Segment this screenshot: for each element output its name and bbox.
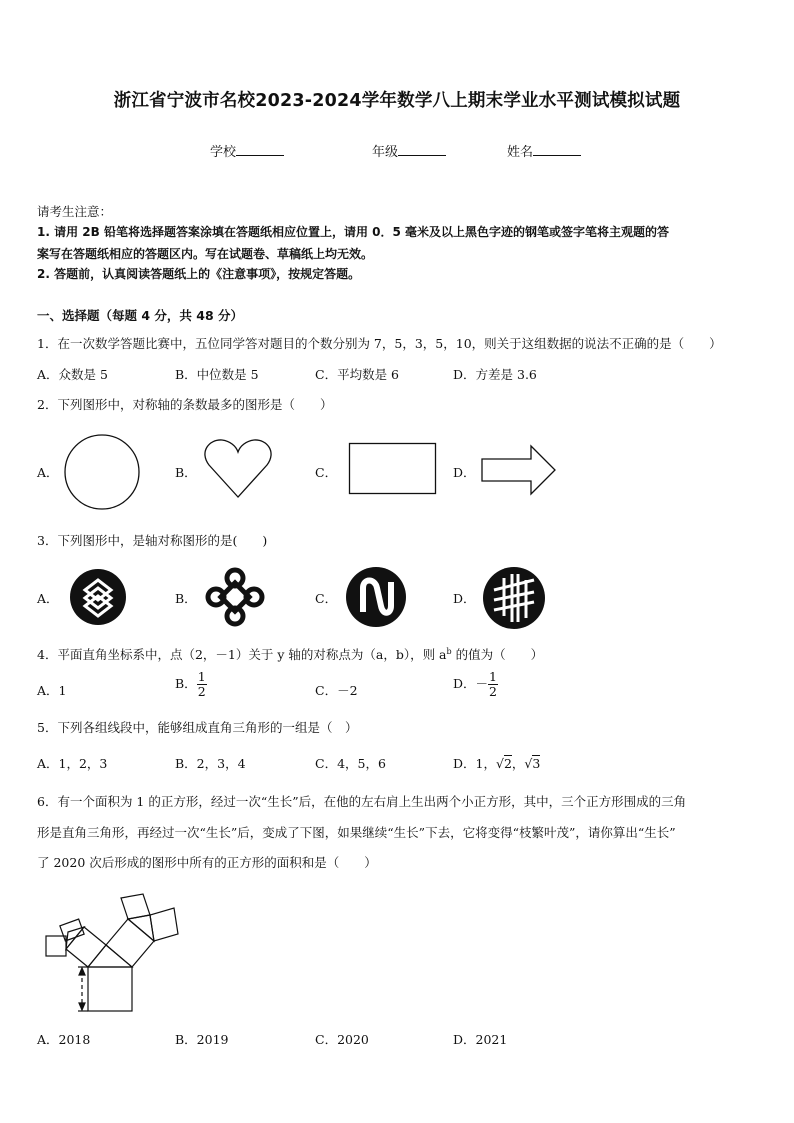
name-label: 姓名	[507, 145, 534, 160]
school-label: 学校	[210, 145, 237, 160]
q6-option-d[interactable]: D．2021	[453, 1032, 508, 1047]
q3-option-d[interactable]: D．	[453, 591, 476, 606]
question-3-text: 3．下列图形中，是轴对称图形的是( )	[37, 533, 268, 548]
notice-line-3: 2. 答题前，认真阅读答题纸上的《注意事项》，按规定答题。	[37, 267, 361, 281]
q1-option-a[interactable]: A．众数是 5	[37, 367, 108, 382]
school-field[interactable]	[210, 141, 284, 160]
radicand-2: 2	[503, 756, 512, 771]
radicand-3: 3	[532, 756, 541, 771]
arrow-shape	[480, 444, 560, 498]
q4-option-d[interactable]: D．－ $\frac{1}{2}$	[453, 669, 497, 699]
q3-option-b[interactable]: B．	[175, 591, 197, 606]
question-6-line-1: 6．有一个面积为 1 的正方形，经过一次“生长”后，在他的左右肩上生出两个小正方形，其中，三个正方形围成的三角	[37, 794, 687, 809]
page-title: 浙江省宁波市名校2023-2024学年数学八上期末学业水平测试模拟试题	[113, 91, 681, 111]
hash-logo-icon	[482, 566, 546, 630]
question-6-line-3: 了 2020 次后形成的图形中所有的正方形的面积和是（ ）	[37, 855, 377, 870]
grade-field[interactable]	[372, 141, 446, 160]
q5-option-c[interactable]: C．4，5，6	[315, 756, 386, 771]
question-6-line-2: 形是直角三角形，再经过一次“生长”后，变成了下图，如果继续“生长”下去，它将变得“枝繁叶茂”，请你算出“生长”	[37, 825, 676, 840]
q6-option-b[interactable]: B．2019	[175, 1032, 229, 1047]
name-blank[interactable]	[533, 144, 581, 156]
q4-option-a[interactable]: A．1	[37, 683, 67, 698]
q3-option-c[interactable]: C．	[315, 591, 338, 606]
q4-option-b[interactable]: B． $\frac{1}{2}$	[175, 669, 206, 699]
rectangle-shape	[348, 442, 440, 497]
q1-option-c[interactable]: C．平均数是 6	[315, 367, 399, 382]
q5-option-d[interactable]: D．1，√2，√3	[453, 756, 541, 771]
circle-shape	[63, 433, 143, 513]
q4-option-c[interactable]: C．－2	[315, 683, 358, 698]
q1-option-b[interactable]: B．中位数是 5	[175, 367, 259, 382]
section-heading: 一、选择题（每题 4 分，共 48 分）	[37, 308, 244, 323]
notice-line-2: 案写在答题纸相应的答题区内。写在试题卷、草稿纸上均无效。	[37, 247, 374, 261]
pythagoras-tree-figure	[40, 882, 180, 1017]
q5-option-a[interactable]: A．1，2，3	[37, 756, 108, 771]
sqrt-symbol: √	[495, 756, 504, 771]
notice-line-1: 1. 请用 2B 铅笔将选择题答案涂填在答题纸相应位置上，请用 0．5 毫米及以上黑色字迹的钢笔或签字笔将主观题的答	[37, 225, 669, 239]
name-field[interactable]	[507, 141, 581, 160]
q5-option-b[interactable]: B．2，3，4	[175, 756, 246, 771]
q2-option-b[interactable]: B．	[175, 465, 197, 480]
q2-option-c[interactable]: C．	[315, 465, 338, 480]
q4-d-fraction: $\frac{1}{2}$	[489, 669, 497, 699]
notice-heading: 请考生注意：	[37, 204, 113, 219]
china-unicom-knot-icon	[204, 566, 266, 628]
question-4-text: 4．平面直角坐标系中，点（2，－1）关于 y 轴的对称点为（a，b），则 $a^b$ 的值为（ ）	[37, 646, 544, 662]
q4-b-fraction: $\frac{1}{2}$	[197, 669, 206, 699]
q2-option-d[interactable]: D．	[453, 465, 476, 480]
china-mobile-logo-icon	[69, 568, 127, 626]
q3-option-a[interactable]: A．	[37, 591, 59, 606]
school-blank[interactable]	[236, 144, 284, 156]
heart-shape	[203, 437, 275, 501]
q2-option-a[interactable]: A．	[37, 465, 59, 480]
q6-option-c[interactable]: C．2020	[315, 1032, 369, 1047]
sqrt-symbol: √	[524, 756, 533, 771]
question-2-text: 2．下列图形中，对称轴的条数最多的图形是（ ）	[37, 397, 333, 412]
q1-option-d[interactable]: D．方差是 3.6	[453, 367, 537, 382]
question-5-text: 5．下列各组线段中，能够组成直角三角形的一组是（ ）	[37, 720, 358, 735]
n-letter-logo-icon	[345, 566, 407, 628]
grade-blank[interactable]	[398, 144, 446, 156]
grade-label: 年级	[372, 145, 399, 160]
question-1-text: 1．在一次数学答题比赛中，五位同学答对题目的个数分别为 7，5，3，5，10，则关于这组数据的说法不正确的是（ ）	[37, 336, 722, 351]
q6-option-a[interactable]: A．2018	[37, 1032, 91, 1047]
